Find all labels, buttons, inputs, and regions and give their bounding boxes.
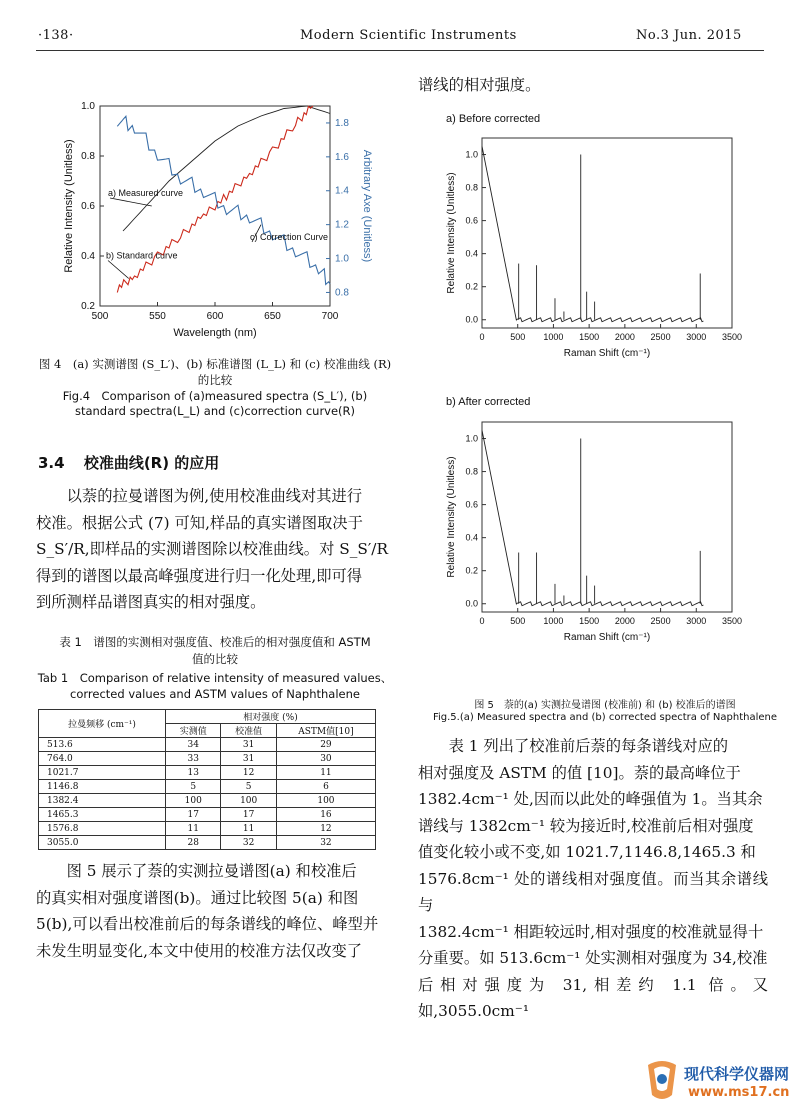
table-cell: 13 [166,766,221,780]
table-1 [38,709,376,850]
y-tick-label: 0.0 [465,314,478,325]
text-line: 图 5 展示了萘的实测拉曼谱图(a) 和校准后 [66,862,357,880]
x-tick-label: 1000 [543,616,564,626]
text-line: 到所测样品谱图真实的相对强度。 [36,593,266,611]
y-tick-label: 0.6 [465,215,478,226]
x-axis-label: Wavelength (nm) [173,327,257,339]
logo-name: 现代科学仪器网 [684,1065,790,1083]
fig5-caption-en: Fig.5.(a) Measured spectra and (b) corrected spectra of Naphthalene [432,712,778,723]
table-cell: 28 [166,836,221,850]
table-header-cell: 相对强度 (%) [166,710,376,724]
continued-text: 谱线的相对强度。 [418,76,541,94]
table-header-cell: 校准值 [221,724,276,738]
table1-caption-cn-line2: 值的比较 [192,652,238,666]
y-tick-label: 1.0 [81,101,95,112]
x-tick-label: 3500 [721,616,743,626]
y-tick-label: 0.4 [81,251,95,262]
y-axis-label: Relative Intensity (Unitless) [446,172,457,294]
series-label: c) Correction Curve [250,231,329,242]
table-cell: 31 [221,752,276,766]
table-cell: 764.0 [39,752,166,766]
y-tick-label: 0.6 [81,201,95,212]
table-row [39,794,376,808]
table-cell: 1576.8 [39,822,166,836]
y2-tick-label: 1.2 [335,219,349,231]
x-tick-label: 0 [479,332,485,342]
issue-info: No.3 Jun. 2015 [636,28,742,43]
table-cell: 12 [221,766,276,780]
x-tick-label: 2500 [650,616,671,626]
text-line: 1382.4cm⁻¹ 相距较远时,相对强度的校准就显得十 [418,922,764,941]
text-line: S_S′/R,即样品的实测谱图除以校准曲线。对 S_S′/R [36,540,388,558]
x-tick-label: 500 [510,332,526,342]
x-tick-label: 2500 [650,332,671,342]
text-line: 1576.8cm⁻¹ 处的谱线相对强度值。而当其余谱线与 [418,869,768,914]
table-cell: 17 [166,808,221,822]
table-header-cell: ASTM值[10] [276,724,375,738]
y-tick-label: 0.4 [465,532,478,543]
y-tick-label: 0.4 [465,248,478,259]
series-label: b) Standard curve [106,250,178,261]
x-tick-label: 500 [91,311,109,322]
section-heading [38,452,219,473]
table-cell: 31 [221,738,276,752]
table1-caption-en-line2: corrected values and ASTM values of Naphthalene [70,687,360,701]
table-row [39,752,376,766]
x-tick-label: 550 [149,311,166,322]
table-cell: 32 [276,836,375,850]
x-tick-label: 2000 [614,332,635,342]
x-axis-label: Raman Shift (cm⁻¹) [563,632,651,643]
x-axis-label: Raman Shift (cm⁻¹) [563,348,651,359]
y-tick-label: 0.6 [465,499,478,510]
plot-frame [482,422,732,612]
x-tick-label: 600 [206,311,224,322]
x-tick-label: 3000 [686,332,707,342]
table-header-row [39,710,376,724]
annotation-arrow [110,198,152,206]
table-cell: 1382.4 [39,794,166,808]
y2-tick-label: 1.6 [335,151,349,163]
table-row [39,808,376,822]
y-axis-label: Relative Intensity (Unitless) [446,456,457,578]
plot-frame [482,138,732,328]
table1-caption-en: Tab 1 Comparison of relative intensity of measured values、 [37,671,393,685]
text-line: 的真实相对强度谱图(b)。通过比较图 5(a) 和图 [36,888,359,907]
table-row [39,836,376,850]
spectrum-baseline [482,430,703,605]
x-tick-label: 650 [264,311,281,322]
page-number: ·138· [38,28,74,43]
table-row [39,780,376,794]
paragraph-3 [418,733,768,1025]
table-cell: 3055.0 [39,836,166,850]
text-line: 谱线与 1382cm⁻¹ 较为接近时,校准前后相对强度 [418,816,754,835]
table-cell: 12 [276,822,375,836]
text-line: 1382.4cm⁻¹ 处,因而以此处的峰强值为 1。当其余 [418,790,763,808]
table-cell: 100 [166,794,221,808]
fig5-caption-cn: 图 5 萘的(a) 实测拉曼谱图 (校准前) 和 (b) 校准后的谱图 [474,700,736,711]
table-cell: 11 [166,822,221,836]
table-cell: 17 [221,808,276,822]
section-number: 3.4 [38,454,65,472]
table-cell: 1465.3 [39,808,166,822]
table-cell: 33 [166,752,221,766]
table-cell: 100 [276,794,375,808]
text-line: 表 1 列出了校准前后萘的每条谱线对应的 [448,737,729,755]
y-axis-label: Relative Intensity (Unitless) [63,139,75,273]
table-header-cell: 实测值 [166,724,221,738]
y-tick-label: 0.2 [81,301,95,312]
y2-axis-label: Arbitrary Axe (Unitless) [361,149,373,263]
y2-tick-label: 1.4 [335,185,349,197]
logo-url: www.ms17.cn [688,1085,790,1100]
table-cell: 11 [276,766,375,780]
fig5b-title: b) After corrected [446,396,531,408]
text-line: 值变化较小或不变,如 1021.7,1146.8,1465.3 和 [418,843,756,861]
table-cell: 34 [166,738,221,752]
x-tick-label: 700 [321,311,339,322]
y2-tick-label: 0.8 [335,287,349,299]
text-line: 得到的谱图以最高峰强度进行归一化处理,即可得 [36,566,363,585]
series-label: a) Measured curve [108,188,184,198]
text-line: 相对强度及 ASTM 的值 [10]。萘的最高峰位于 [418,763,741,782]
fig4-caption-en: Fig.4 Comparison of (a)measured spectra (S_L′), (b) [62,389,368,403]
y2-tick-label: 1.0 [335,253,349,265]
table-cell: 513.6 [39,738,166,752]
table-header-cell: 拉曼频移 (cm⁻¹) [39,710,166,738]
table-cell: 1146.8 [39,780,166,794]
y-tick-label: 0.8 [465,182,478,193]
x-tick-label: 1000 [543,332,564,342]
x-tick-label: 2000 [614,616,635,626]
table-cell: 30 [276,752,375,766]
text-line: 后相对强度为 31,相差约 1.1 倍。又如,3055.0cm⁻¹ [418,975,768,1020]
text-line: 未发生明显变化,本文中使用的校准方法仅改变了 [36,941,363,960]
table1-caption-cn: 表 1 谱图的实测相对强度值、校准后的相对强度值和 ASTM [59,635,371,649]
y-tick-label: 0.2 [465,565,478,576]
text-line: 分重要。如 513.6cm⁻¹ 处实测相对强度为 34,校准 [418,949,768,967]
fig5a-chart [440,128,743,373]
y-tick-label: 0.0 [465,598,478,609]
fig4-caption-cn-line2: 的比较 [197,373,233,387]
series-line [123,106,330,231]
table-cell: 16 [276,808,375,822]
paragraph-2 [36,858,398,964]
fig5a-title: a) Before corrected [446,113,541,125]
annotation-arrow [108,261,129,279]
table-cell: 5 [166,780,221,794]
section-title: 校准曲线(R) 的应用 [83,454,220,472]
y-tick-label: 0.8 [81,151,95,162]
table-cell: 29 [276,738,375,752]
journal-name: Modern Scientific Instruments [300,28,517,43]
watermark-logo [640,1055,790,1110]
y-tick-label: 1.0 [465,433,478,444]
y-tick-label: 0.8 [465,466,478,477]
y2-tick-label: 1.8 [335,117,349,129]
text-line: 5(b),可以看出校准前后的每条谱线的峰位、峰型并 [36,915,379,933]
fig4-caption-en-line2: standard spectra(L_L) and (c)correction curve(R) [74,404,356,418]
fig4-caption-cn: 图 4 (a) 实测谱图 (S_L′)、(b) 标准谱图 (L_L) 和 (c) 校准曲线 (R) [38,357,392,371]
paragraph-1 [36,483,398,616]
table-cell: 11 [221,822,276,836]
y-tick-label: 0.2 [465,281,478,292]
fig4-chart [60,100,390,345]
x-tick-label: 1500 [579,332,600,342]
x-tick-label: 1500 [579,616,600,626]
table-cell: 100 [221,794,276,808]
x-tick-label: 0 [479,616,485,626]
table-cell: 1021.7 [39,766,166,780]
spectrum-baseline [482,146,703,321]
text-line: 以萘的拉曼谱图为例,使用校准曲线对其进行 [66,487,363,505]
table-row [39,766,376,780]
text-line: 校准。根据公式 (7) 可知,样品的真实谱图取决于 [36,513,363,532]
table-row [39,822,376,836]
table-row [39,738,376,752]
table-cell: 5 [221,780,276,794]
table-cell: 6 [276,780,375,794]
x-tick-label: 500 [510,616,526,626]
y-tick-label: 1.0 [465,149,478,160]
header-rule [36,50,764,51]
x-tick-label: 3000 [686,616,707,626]
fig5b-chart [440,412,743,682]
table-cell: 32 [221,836,276,850]
x-tick-label: 3500 [721,332,743,342]
